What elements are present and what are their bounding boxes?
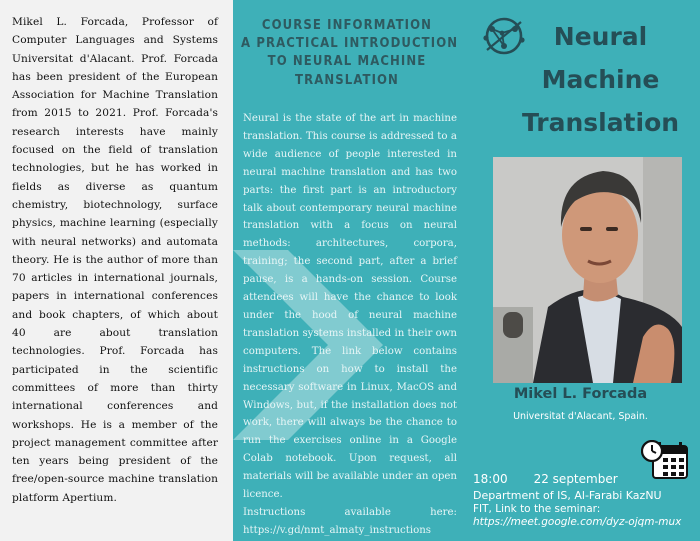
event-location: Department of IS, Al-Farabi KazNU [473, 489, 662, 502]
course-heading-line: TO NEURAL MACHINE [267, 54, 427, 70]
speaker-photo [493, 157, 682, 383]
event-link[interactable]: https://meet.google.com/dyz-ojqm-mux [473, 516, 682, 528]
course-heading-line: TRANSLATION [295, 72, 399, 88]
event-time: 18:00 [473, 472, 508, 486]
main-title-line: Neural [553, 22, 648, 51]
course-heading-line: A PRACTICAL INTRODUCTION [241, 36, 459, 52]
main-title [501, 15, 700, 144]
event-info [473, 470, 700, 529]
course-description-text: Neural is the state of the art in machine translation. This course is addressed to a wide audience of people interested in neural machine translation and has two parts: the first part is an introductory talk about contemporary neural machine translation with a focus on neural methods: architectures, corpora, training; the second part, after a brief pause, is a hands-on session. Course attendees will have the chance to look under the hood of neural machine translation systems installed in their own computers. The link below contains instructions on how to install the necessary software in Linux, MacOS and Windows, but, if the installation does not work, there will always be the chance to run the exercises online in a Google Colab notebook. Upon request, all materials will be available under an open licence. [243, 113, 457, 501]
course-heading-line: COURSE INFORMATION [261, 18, 433, 33]
main-title-line: Machine [541, 65, 660, 94]
course-description [243, 110, 457, 540]
bio-text: Mikel L. Forcada, Professor of Computer Languages and Systems Universitat d'Alacant. Prof. Forcada has been president of the European Association for Machine Translation from 2015 to 2021. Prof. Forcada's research interests have mainly focused on the field of translation technologies, but he has worked in fields as diverse as quantum chemistry, biotechnology, surface physics, machine learning (especially with neural networks) and automata theory. He is the author of more than 70 articles in international journals, papers in international conferences and book chapters, of which about 40 are about translation technologies. Prof. Forcada has participated in the scientific committees of more than thirty international conferences and workshops. He is a member of the project management committee after ten years being president of the free/open-source machine translation platform Apertium. [12, 16, 218, 504]
speaker-portrait [493, 157, 682, 383]
instructions-label: Instructions available here: [243, 506, 457, 518]
bio-panel [0, 0, 233, 541]
main-title-line: Translation [521, 108, 680, 137]
event-date: 22 september [533, 472, 618, 486]
speaker-affiliation: Universitat d'Alacant, Spain. [513, 411, 648, 422]
speaker-name: Mikel L. Forcada [513, 386, 648, 402]
event-panel [461, 0, 700, 541]
event-link-label: FIT, Link to the seminar: [473, 503, 601, 515]
course-heading [241, 17, 459, 90]
instructions-link[interactable]: https://v.gd/nmt_almaty_instructions [243, 524, 432, 536]
course-panel [233, 0, 461, 541]
event-datetime [473, 470, 700, 488]
